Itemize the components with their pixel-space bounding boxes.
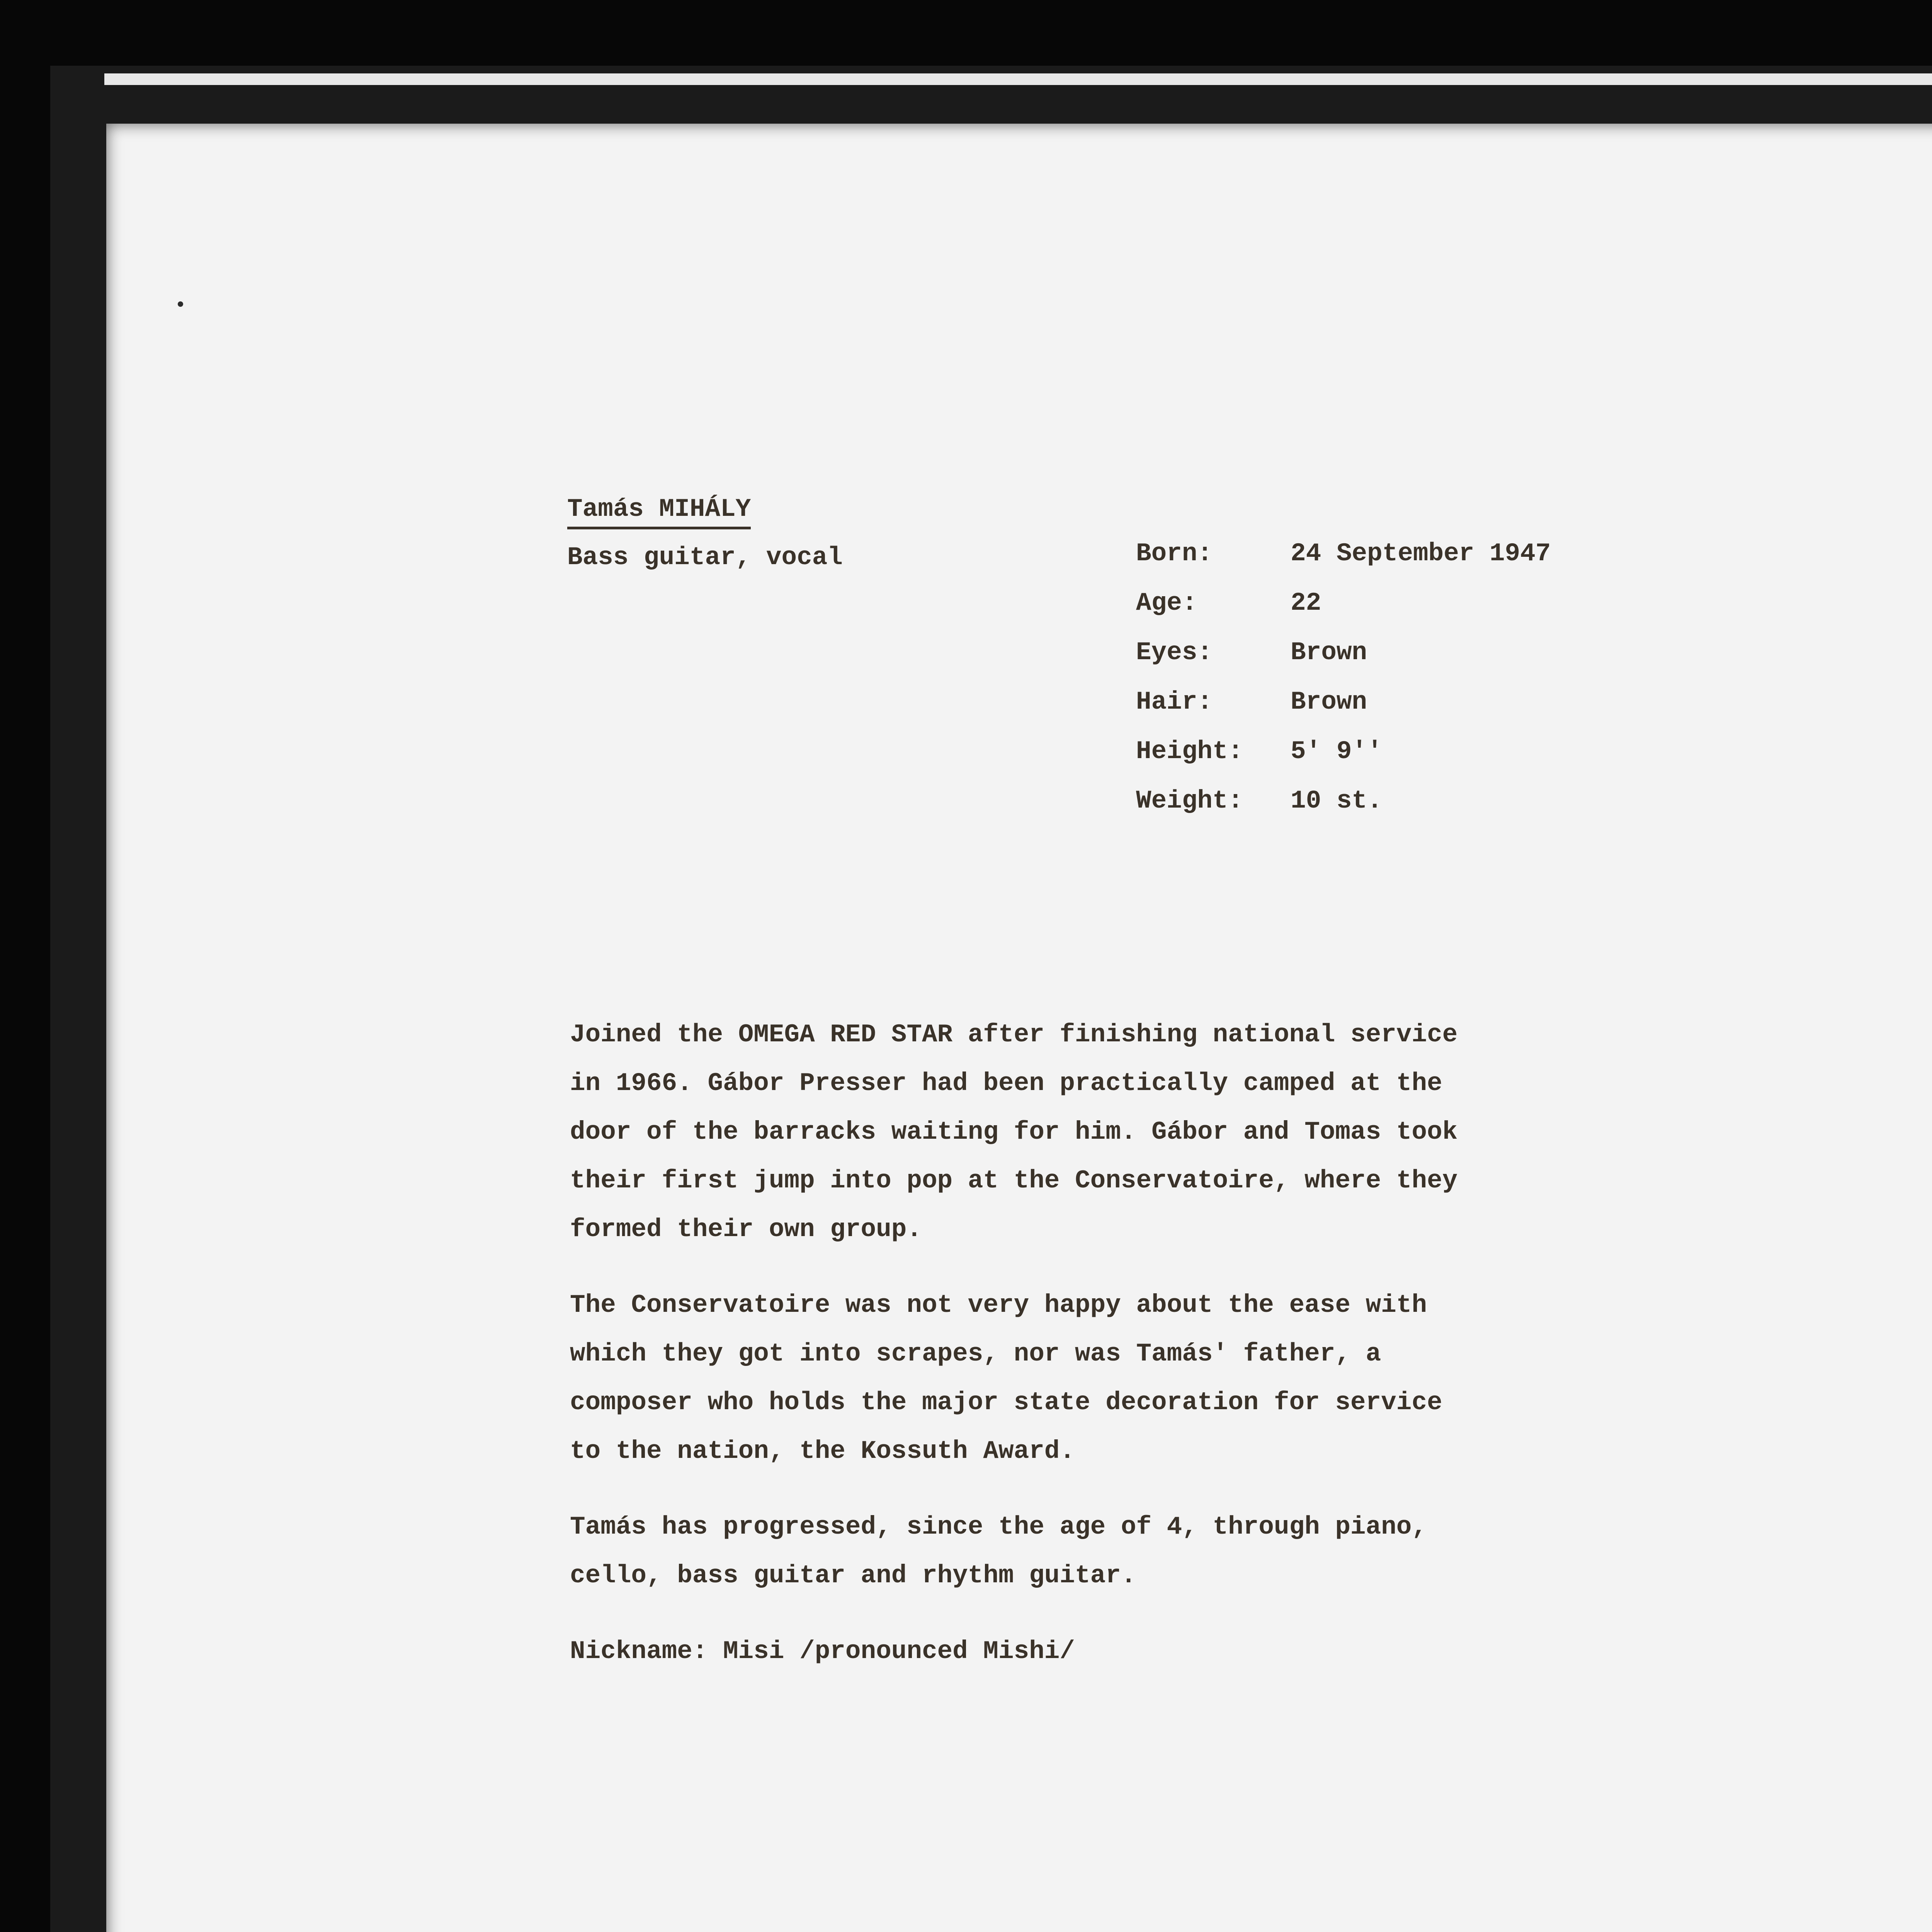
paragraph-gap — [570, 1264, 1613, 1291]
fact-row-born — [1136, 539, 1551, 588]
paragraph-gap — [570, 1610, 1613, 1637]
text-line: in 1966. Gábor Presser had been practically camped at the — [570, 1069, 1442, 1098]
text-line: formed their own group. — [570, 1215, 922, 1244]
text-line: Tamás has progressed, since the age of 4, through piano, — [570, 1512, 1427, 1541]
fact-value: 22 — [1291, 588, 1321, 617]
paragraph — [570, 1512, 1613, 1610]
paper-top-edge — [104, 73, 1932, 85]
person-name: Tamás MIHÁLY — [567, 495, 751, 529]
fact-label: Eyes: — [1136, 638, 1213, 667]
text-line: composer who holds the major state decoration for service — [570, 1388, 1442, 1417]
person-role: Bass guitar, vocal — [567, 543, 843, 572]
fact-label: Weight: — [1136, 786, 1243, 815]
fact-value: 5' 9'' — [1291, 737, 1383, 766]
fact-row-height — [1136, 737, 1551, 786]
fact-row-hair — [1136, 687, 1551, 737]
dust-speck — [178, 301, 183, 307]
fact-label: Age: — [1136, 588, 1197, 617]
fact-value: Brown — [1291, 638, 1367, 667]
text-line: cello, bass guitar and rhythm guitar. — [570, 1561, 1136, 1590]
fact-value: Brown — [1291, 687, 1367, 716]
text-line: which they got into scrapes, nor was Tamás' father, a — [570, 1339, 1381, 1368]
biography-text — [570, 1020, 1613, 1685]
facts-table — [1136, 539, 1551, 836]
paragraph — [570, 1020, 1613, 1264]
fact-label: Height: — [1136, 737, 1243, 766]
text-line: The Conservatoire was not very happy about the ease with — [570, 1291, 1427, 1320]
paragraph — [570, 1637, 1613, 1685]
fact-row-eyes — [1136, 638, 1551, 687]
fact-value: 10 st. — [1291, 786, 1383, 815]
text-line: door of the barracks waiting for him. Gábor and Tomas took — [570, 1117, 1458, 1146]
paragraph — [570, 1291, 1613, 1485]
fact-row-weight — [1136, 786, 1551, 836]
fact-label: Born: — [1136, 539, 1213, 568]
paragraph-gap — [570, 1485, 1613, 1512]
text-line: to the nation, the Kossuth Award. — [570, 1437, 1075, 1466]
fact-label: Hair: — [1136, 687, 1213, 716]
text-line: Nickname: Misi /pronounced Mishi/ — [570, 1637, 1075, 1666]
text-line: their first jump into pop at the Conservatoire, where they — [570, 1166, 1458, 1195]
fact-value: 24 September 1947 — [1291, 539, 1551, 568]
fact-row-age — [1136, 588, 1551, 638]
text-line: Joined the OMEGA RED STAR after finishing national service — [570, 1020, 1458, 1049]
